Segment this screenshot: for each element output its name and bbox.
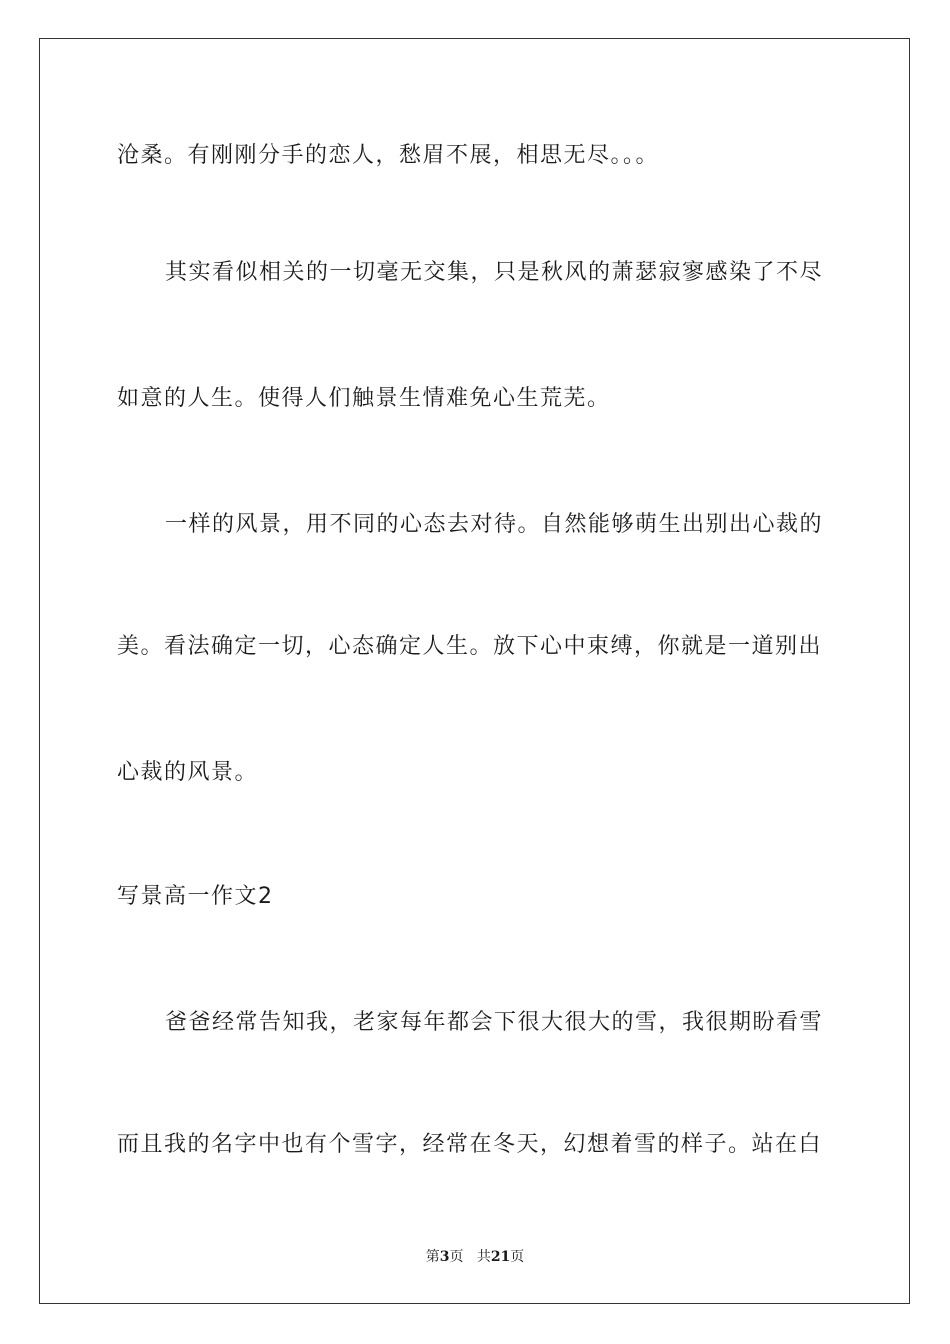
footer-total-pages: 21: [490, 1249, 511, 1265]
paragraph-line: 一样的风景，用不同的心态去对待。自然能够萌生出别出心裁的: [165, 512, 824, 537]
paragraph-line: 爸爸经常告知我，老家每年都会下很大很大的雪，我很期盼看雪: [165, 1010, 824, 1035]
paragraph-line: 如意的人生。使得人们触景生情难免心生荒芜。: [117, 386, 611, 411]
section-heading: 写景高一作文2: [117, 884, 274, 909]
paragraph-line: 而且我的名字中也有个雪字，经常在冬天，幻想着雪的样子。站在白: [117, 1132, 823, 1157]
footer-total-suffix: 页: [510, 1249, 525, 1265]
page-border: [39, 38, 910, 1304]
paragraph-line: 美。看法确定一切，心态确定人生。放下心中束缚，你就是一道别出: [117, 634, 823, 659]
footer-total-prefix: 共: [476, 1249, 491, 1265]
paragraph-line: 心裁的风景。: [117, 760, 259, 785]
footer-page-number: 3: [439, 1249, 450, 1265]
page-footer: [0, 1247, 950, 1267]
paragraph-line: 沧桑。有刚刚分手的恋人，愁眉不展，相思无尽。。。: [117, 143, 660, 168]
paragraph-line: 其实看似相关的一切毫无交集，只是秋风的萧瑟寂寥感染了不尽: [165, 260, 824, 285]
footer-page-prefix: 第: [425, 1249, 440, 1265]
footer-page-suffix: 页: [449, 1249, 464, 1265]
